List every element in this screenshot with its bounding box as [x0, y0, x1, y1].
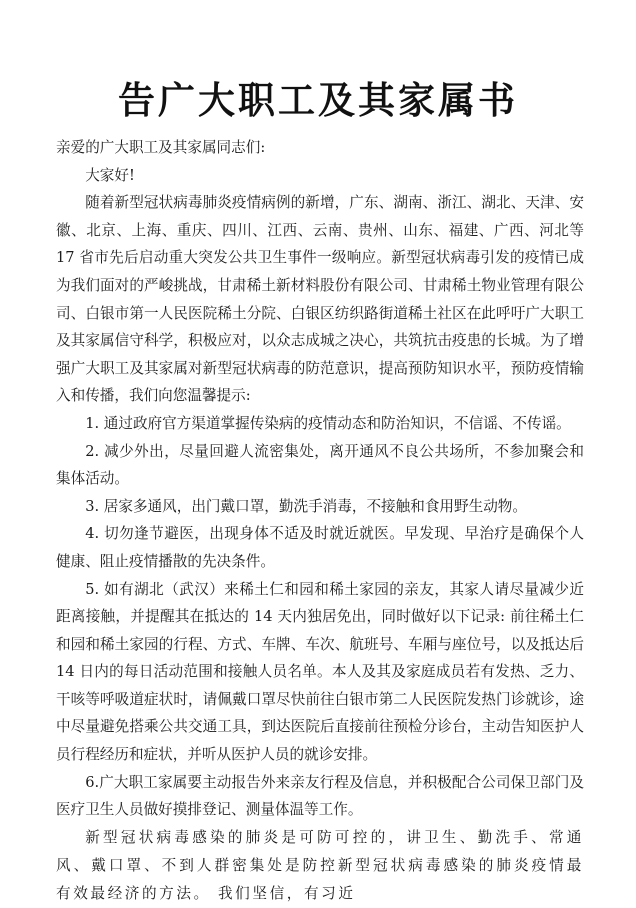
list-item: 6.广大职工家属要主动报告外来亲友行程及信息，并积极配合公司保卫部门及医疗卫生人员做好摸排登记、测量体温等工作。 — [56, 773, 584, 819]
list-item: 5. 如有湖北（武汉）来稀土仁和园和稀土家园的亲友，其家人请尽量减少近距离接触，并提醒其在抵达的 14 天内独居免出，同时做好以下记录: 前往稀土仁和园和稀土家园的行程、方式、车牌、车次、航班号、车厢与座位号，以及抵达后 14 日内的每日活动范围和接触人员名单。本人及其及家庭成员若有发热、乏力、干咳等呼吸道症状时，请佩戴口罩尽快前往白银市第二人民医院发热门诊就诊，途中尽量避免搭乘公共交通工具，到达医院后直接前往预检分诊台，主动告知医护人员行程经历和症状，并听从医护人员的就诊安排。 — [56, 580, 584, 764]
intro-paragraph: 随着新型冠状病毒肺炎疫情病例的新增，广东、湖南、浙江、湖北、天津、安徽、北京、上海、重庆、四川、江西、云南、贵州、山东、福建、广西、河北等 17 省市先后启动重大突发公共卫生事件一级响应。新型冠状病毒引发的疫情已成为我们面对的严峻挑战，甘肃稀土新材料股份有限公司、甘肃稀土物业管理有限公司、白银市第一人民医院稀土分院、白银区纺织路街道稀土社区在此呼吁广大职工及其家属信守科学，积极应对，以众志成城之决心，共筑抗击疫患的长城。为了增强广大职工及其家属对新型冠状病毒的防范意识，提高预防知识水平，预防疫情输入和传播，我们向您温馨提示: — [56, 194, 584, 405]
list-item: 4. 切勿逢节避医，出现身体不适及时就近就医。早发现、早治疗是确保个人健康、阻止疫情播散的先决条件。 — [56, 525, 584, 570]
list-item: 2. 减少外出，尽量回避人流密集处，离开通风不良公共场所，不参加聚会和集体活动。 — [56, 442, 584, 488]
greeting: 大家好! — [85, 166, 135, 184]
list-item: 3. 居家多通风，出门戴口罩，勤洗手消毒，不接触和食用野生动物。 — [85, 497, 527, 515]
document-body — [56, 134, 584, 908]
salutation: 亲爱的广大职工及其家属同志们: — [56, 139, 266, 156]
closing-paragraph: 新型冠状病毒感染的肺炎是可防可控的，讲卫生、勤洗手、常通风、戴口罩、不到人群密集处是防控新型冠状病毒感染的肺炎疫情最有效最经济的方法。 我们坚信，有习近 — [56, 828, 584, 902]
document-title: 告广大职工及其家属书 — [118, 78, 518, 122]
list-item: 1. 通过政府官方渠道掌握传染病的疫情动态和防治知识，不信谣、不传谣。 — [85, 414, 571, 432]
